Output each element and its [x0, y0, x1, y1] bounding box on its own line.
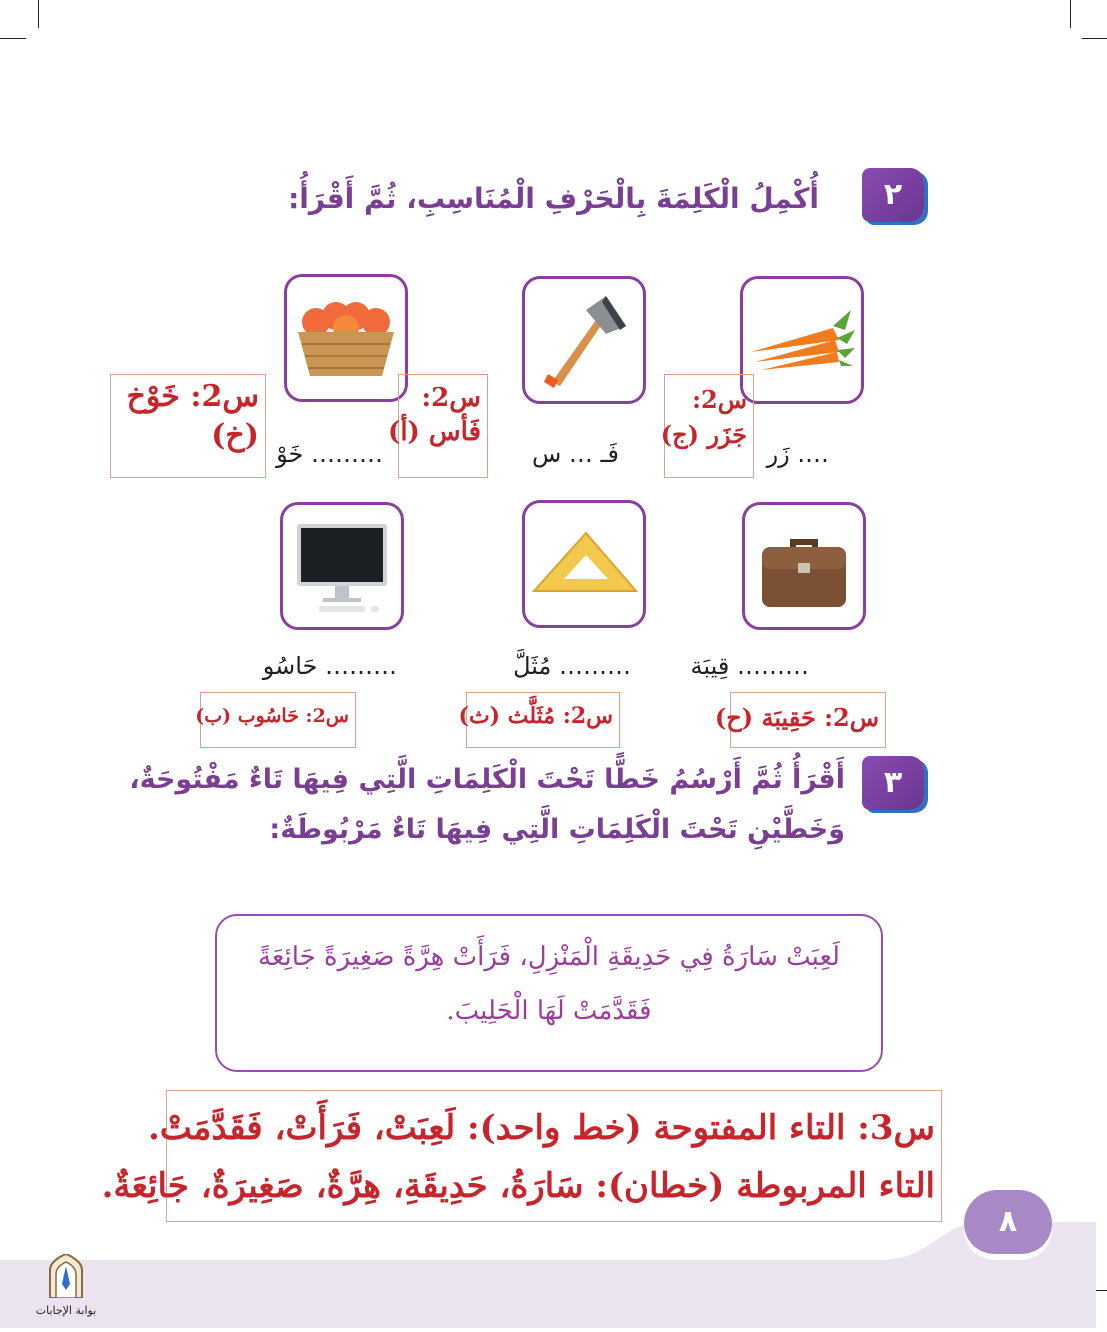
passage-line-2: فَقَدَّمَتْ لَهَا الْحَلِيبَ.: [446, 996, 652, 1026]
answer-text: فَأس (أ): [388, 417, 481, 447]
crop-mark: [0, 38, 26, 39]
computer-answer-box: [195, 692, 356, 748]
question-3-badge: ٣: [862, 756, 924, 810]
question-2-title: أُكْمِلُ الْكَلِمَةَ بِالْحَرْفِ الْمُنَاسِبِ، ثُمَّ أَقْرَأُ:: [288, 182, 819, 215]
set-square-word-blank: ……… مُثَلَّ: [513, 652, 631, 680]
computer-icon: [289, 516, 395, 616]
computer-picture-card: [280, 502, 404, 630]
answer-text: س2: حَقِيبَة (ح): [714, 703, 879, 732]
answer-text: جَزَر (ج): [660, 420, 747, 449]
axe-word-blank: فَـ … س: [531, 440, 619, 468]
crop-mark: [1070, 0, 1071, 28]
site-logo: [28, 1254, 104, 1320]
question-3-title-line-2: وَخَطَّيْنِ تَحْتَ الْكَلِمَاتِ الَّتِي فِيهَا تَاءٌ مَرْبُوطَةٌ:: [269, 814, 845, 845]
axe-answer-box: [388, 374, 488, 478]
briefcase-answer-box: [714, 692, 886, 748]
computer-word-blank: ……… حَاسُو: [262, 652, 397, 680]
answer-label: س2:: [421, 383, 481, 413]
set-square-picture-card: [522, 500, 646, 628]
logo-text: بوابة الإجابات: [35, 1304, 97, 1317]
briefcase-picture-card: [742, 502, 866, 630]
answer-line-2: التاء المربوطة (خطان): سَارَةُ، حَدِيقَةِ، هِرَّةٌ، صَغِيرَةٌ، جَائِعَةٌ.: [101, 1166, 935, 1206]
peaches-picture-card: [284, 274, 408, 402]
axe-picture-card: [522, 276, 646, 404]
question-3-title-line-1: أَقْرَأُ ثُمَّ أَرْسُمُ خَطًّا تَحْتَ الْكَلِمَاتِ الَّتِي فِيهَا تَاءٌ مَفْتُوحَةٌ،: [129, 764, 845, 795]
answer-text: (خ): [211, 418, 259, 453]
axe-icon: [534, 290, 634, 390]
page-number-badge: ٨: [964, 1190, 1052, 1254]
page-footer: [0, 1218, 1107, 1328]
carrot-answer-box: [660, 374, 754, 478]
answer-line-1: س3: التاء المفتوحة (خط واحد): لَعِبَتْ، فَرَأَتْ، فَقَدَّمَتْ.: [147, 1108, 935, 1148]
question-2-badge: ٢: [862, 168, 924, 222]
briefcase-word-blank: ……… قِيبَة: [690, 652, 809, 680]
peach-answer-box: [110, 374, 266, 478]
set-square-answer-box: [458, 692, 620, 748]
carrot-word-blank: …. زَر: [766, 440, 829, 468]
answer-text: س2: حَاسُوب (ب): [195, 705, 349, 727]
carrots-picture-card: [740, 276, 864, 404]
set-square-icon: [528, 529, 640, 599]
answer-label: س2: خَوْخ: [126, 379, 259, 414]
crop-mark: [1082, 38, 1107, 39]
passage-line-1: لَعِبَتْ سَارَةُ فِي حَدِيقَةِ الْمَنْزِلِ، فَرَأَتْ هِرَّةً صَغِيرَةً جَائِعَةً: [258, 942, 840, 972]
mosque-pen-logo-icon: [46, 1254, 86, 1298]
carrots-icon: [747, 300, 857, 380]
answer-label: س2:: [692, 385, 747, 414]
crop-mark: [38, 0, 39, 28]
peaches-basket-icon: [290, 292, 402, 384]
reading-passage-box: [215, 914, 883, 1072]
briefcase-icon: [754, 521, 854, 611]
question-3-answer-box: [101, 1090, 942, 1222]
answer-text: س2: مُثَلَّث (ث): [458, 703, 613, 729]
peach-word-blank: ……… خَوْ: [276, 440, 383, 468]
